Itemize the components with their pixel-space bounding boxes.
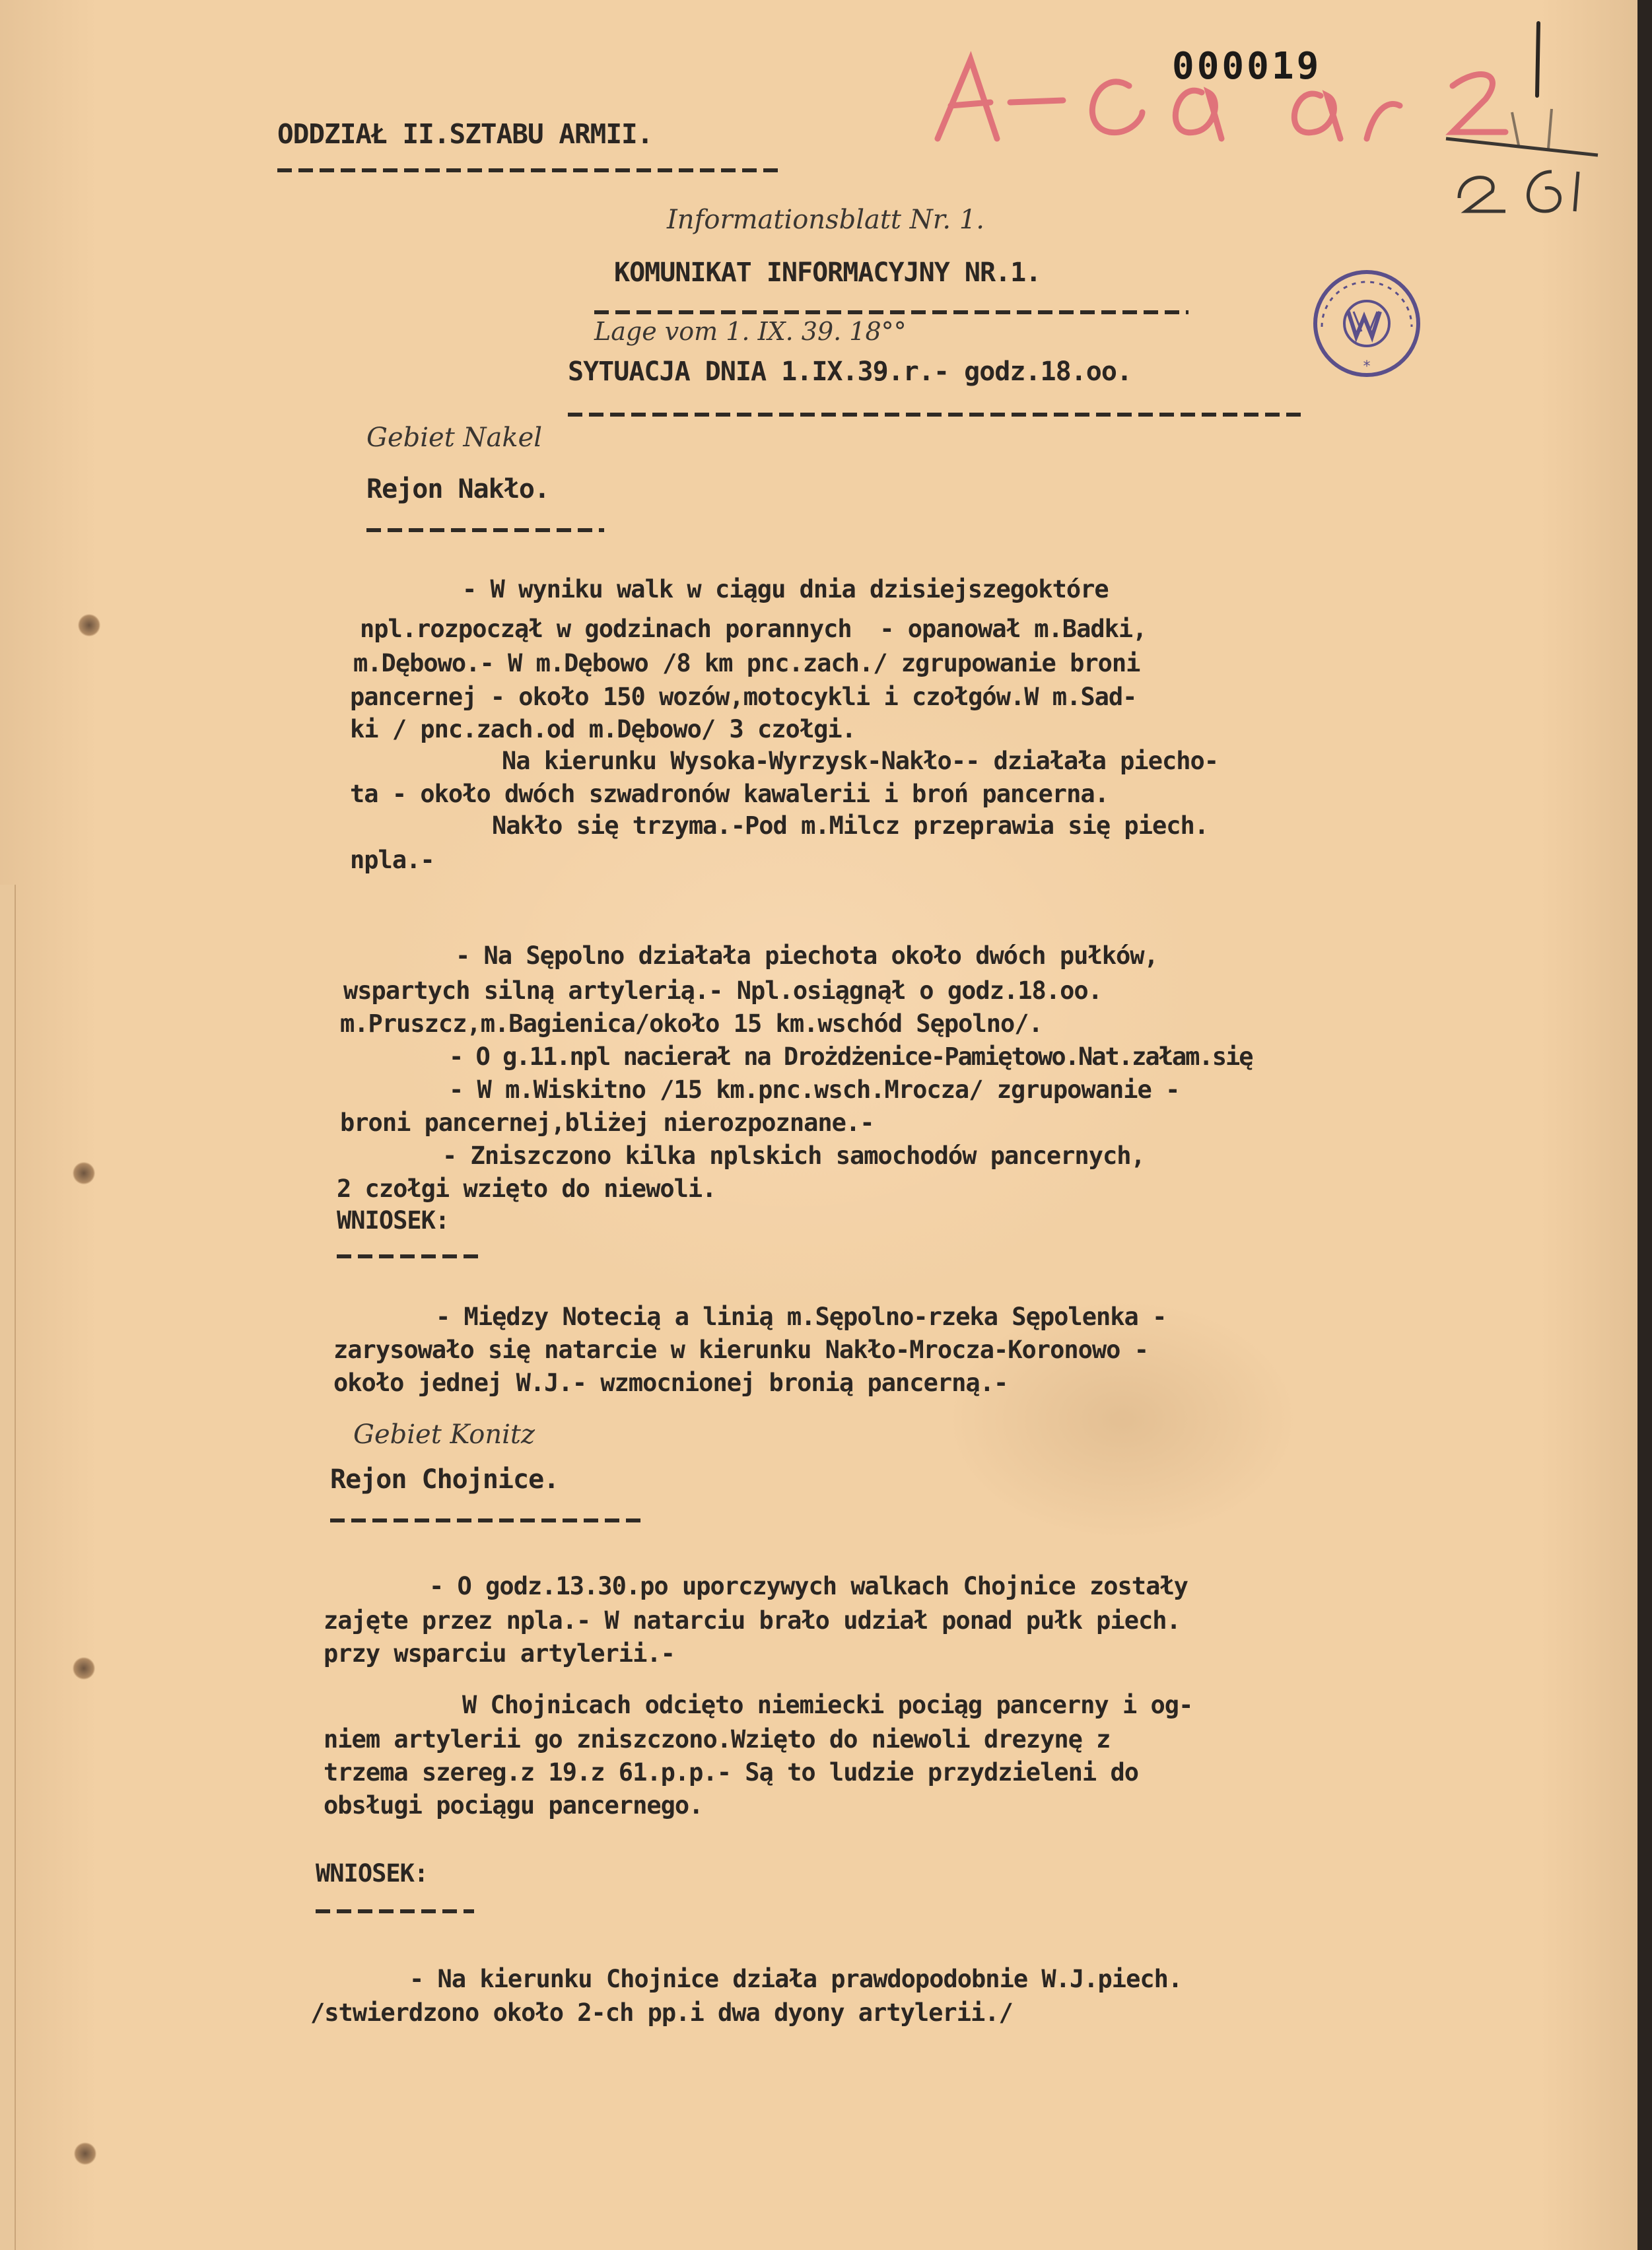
archive-stamp — [1307, 264, 1426, 383]
text-line: zajęte przez npla.- W natarciu brało udział ponad pułk piech. — [324, 1606, 1181, 1635]
situation-line: SYTUACJA DNIA 1.IX.39.r.- godz.18.oo. — [568, 357, 1132, 387]
text-line: ta - około dwóch szwadronów kawalerii i broń pancerna. — [350, 780, 1109, 808]
text-line: Na kierunku Wysoka-Wyrzysk-Nakło-- działała piecho- — [502, 747, 1219, 775]
handwritten-section-label: Gebiet Nakel — [366, 423, 543, 453]
text-line: - Na kierunku Chojnice działa prawdopodobnie W.J.piech. — [409, 1965, 1183, 1993]
text-line: m.Dębowo.- W m.Dębowo /8 km pnc.zach./ zgrupowanie broni — [353, 649, 1140, 677]
section-heading: Rejon Nakło. — [366, 474, 549, 504]
underline — [277, 168, 779, 172]
text-line: npl.rozpoczął w godzinach porannych - opanował m.Badki, — [360, 615, 1147, 643]
page-fold-edge — [0, 885, 16, 2250]
text-line: przy wsparciu artylerii.- — [324, 1639, 675, 1668]
text-line: wspartych silną artylerią.- Npl.osiągnął o godz.18.oo. — [343, 976, 1102, 1005]
section-heading: Rejon Chojnice. — [330, 1464, 559, 1495]
text-line: Nakło się trzyma.-Pod m.Milcz przeprawia się piech. — [492, 811, 1209, 840]
underline — [568, 413, 1307, 417]
page-mark — [1525, 20, 1552, 99]
scan-border — [1637, 0, 1652, 2250]
text-line: - O godz.13.30.po uporczywych walkach Chojnice zostały — [429, 1572, 1188, 1600]
punch-hole — [73, 1657, 95, 1680]
handwritten-date: Lage vom 1. IX. 39. 18°° — [594, 317, 907, 346]
department-heading: ODDZIAŁ II.SZTABU ARMII. — [277, 118, 653, 150]
folio-number-mark — [1433, 99, 1604, 218]
text-line: - Na Sępolno działała piechota około dwóch pułków, — [456, 941, 1158, 970]
text-line: npla.- — [350, 846, 434, 874]
conclusion-heading: WNIOSEK: — [337, 1206, 450, 1235]
underline — [366, 528, 604, 532]
text-line: - Między Notecią a linią m.Sępolno-rzeka Sępolenka - — [436, 1303, 1167, 1331]
text-line: ki / pnc.zach.od m.Dębowo/ 3 czołgi. — [350, 715, 856, 743]
handwritten-section-label: Gebiet Konitz — [353, 1419, 535, 1450]
svg-text:*: * — [1363, 358, 1371, 375]
archive-number: 000019 — [1172, 45, 1322, 88]
text-line: trzema szereg.z 19.z 61.p.p.- Są to ludzie przydzieleni do — [324, 1758, 1139, 1787]
text-line: broni pancernej,bliżej nierozpoznane.- — [340, 1108, 874, 1137]
underline — [316, 1909, 474, 1913]
text-line: zarysowało się natarcie w kierunku Nakło-Mrocza-Koronowo - — [333, 1336, 1149, 1364]
underline — [337, 1254, 482, 1258]
handwritten-title: Informationsblatt Nr. 1. — [667, 205, 985, 235]
text-line: niem artylerii go zniszczono.Wzięto do niewoli drezynę z — [324, 1725, 1111, 1754]
text-line: około jednej W.J.- wzmocnionej bronią pancerną.- — [333, 1369, 1008, 1397]
text-line: W Chojnicach odcięto niemiecki pociąg pancerny i og- — [462, 1691, 1193, 1719]
text-line: - Zniszczono kilka nplskich samochodów pancernych, — [442, 1142, 1145, 1170]
punch-hole — [74, 2142, 96, 2165]
text-line: - W wyniku walk w ciągu dnia dzisiejszegoktóre — [462, 575, 1109, 603]
text-line: m.Pruszcz,m.Bagienica/około 15 km.wschód Sępolno/. — [340, 1009, 1043, 1038]
text-line: - W m.Wiskitno /15 km.pnc.wsch.Mrocza/ zgrupowanie - — [449, 1075, 1180, 1104]
punch-hole — [73, 1162, 95, 1184]
text-line: - O g.11.npl nacierał na Drożdżenice-Pamiętowo.Nat.załam.się — [449, 1042, 1253, 1071]
text-line: 2 czołgi wzięto do niewoli. — [337, 1175, 716, 1203]
text-line: /stwierdzono około 2-ch pp.i dwa dyony artylerii./ — [310, 1998, 1013, 2027]
text-line: obsługi pociągu pancernego. — [324, 1791, 703, 1820]
underline — [330, 1518, 647, 1522]
conclusion-heading: WNIOSEK: — [316, 1859, 429, 1888]
text-line: pancernej - około 150 wozów,motocykli i czołgów.W m.Sad- — [350, 683, 1137, 711]
document-title: KOMUNIKAT INFORMACYJNY NR.1. — [614, 257, 1041, 288]
underline — [594, 310, 1188, 314]
punch-hole — [78, 614, 100, 636]
